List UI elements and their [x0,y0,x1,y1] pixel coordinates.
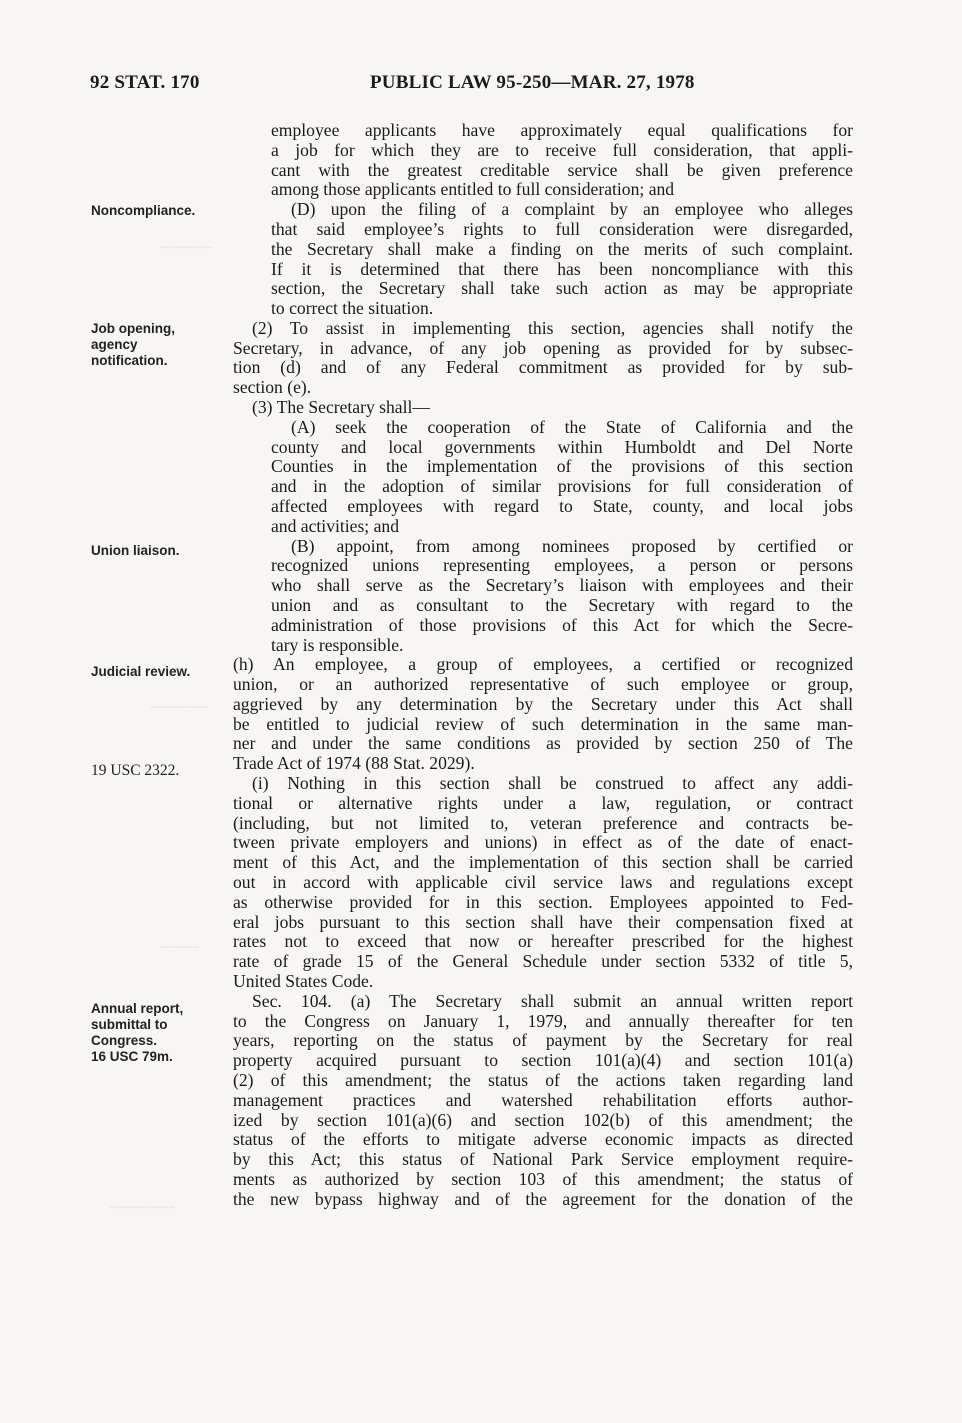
body-text-line: tary is responsible. [271,634,404,655]
margin-note-noncompliance: Noncompliance. [91,203,196,218]
body-text-line: rates not to exceed that now or hereafter prescribed for the highest [233,931,853,952]
body-text-line: union and as consultant to the Secretary with regard to the [271,594,853,615]
bleed-through-mark: ~~~~~~ [160,940,199,954]
body-text-line: administration of those provisions of this Act for which the Secre- [271,614,853,635]
body-text-line: cant with the greatest creditable service shall be given preference [271,159,853,180]
bleed-through-mark: ~~~~~~~~ [160,240,212,254]
body-text-line: that said employee’s rights to full consideration were disregarded, [271,218,853,239]
body-text-line: property acquired pursuant to section 101(a)(4) and section 101(a) [233,1050,853,1071]
body-text-line: years, reporting on the status of payment by the Secretary for real [233,1030,853,1051]
body-text-line: a job for which they are to receive full consideration, that appli- [271,139,853,160]
body-text-line: management practices and watershed rehabilitation efforts author- [233,1089,853,1110]
margin-note-line: Job opening, [91,321,175,336]
margin-note-line: Annual report, [91,1001,184,1016]
margin-note-judicial-review: Judicial review. [91,664,191,679]
margin-note-line: notification. [91,353,168,368]
body-text-line: (D) upon the filing of a complaint by an employee who alleges [291,199,853,220]
body-text-line: eral jobs pursuant to this section shall have their compensation fixed at [233,911,853,932]
body-text-line: out in accord with applicable civil service laws and regulations except [233,872,853,893]
margin-note-line: agency [91,337,138,352]
body-text-line: be entitled to judicial review of such determination in the same man- [233,713,853,734]
body-text-line: recognized unions representing employees, a person or persons [271,555,853,576]
body-text-line: If it is determined that there has been noncompliance with this [271,258,853,279]
body-text-line: affected employees with regard to State, county, and local jobs [271,496,853,516]
bleed-through-mark: ~~~~~~~~~~ [110,1200,175,1214]
body-text-line: Trade Act of 1974 (88 Stat. 2029). [233,753,475,774]
margin-note-usc-citation: 19 USC 2322. [91,762,180,779]
body-text-line: (2) To assist in implementing this section, agencies shall notify the [252,317,853,338]
body-text-line: tween private employers and unions) in effect as of the date of enact- [233,832,853,853]
body-text-line: tional or alternative rights under a law, regulation, or contract [233,792,853,813]
body-text-line: ized by section 101(a)(6) and section 102(b) of this amendment; the [233,1109,853,1130]
body-text-line: (2) of this amendment; the status of the actions taken regarding land [233,1069,853,1090]
body-text-line: who shall serve as the Secretary’s liaison with employees and their [271,575,853,596]
margin-note-line: 16 USC 79m. [91,1049,173,1064]
page-number-header: 92 STAT. 170 [90,72,200,93]
body-text-line: ner and under the same conditions as provided by section 250 of The [233,733,853,754]
margin-note-job-opening [91,321,226,369]
body-text-line: among those applicants entitled to full consideration; and [271,179,675,200]
body-text-line: section, the Secretary shall take such action as may be appropriate [271,278,853,299]
margin-note-line: Congress. [91,1033,158,1048]
body-text-line: (h) An employee, a group of employees, a certified or recognized [233,654,853,675]
body-text-line: (B) appoint, from among nominees proposed by certified or [291,535,853,556]
body-text-line: and in the adoption of similar provisions for full consideration of [271,476,853,497]
body-text-line: aggrieved by any determination by the Secretary under this Act shall [233,693,853,714]
margin-note-annual-report [91,1001,226,1065]
body-text-line: Secretary, in advance, of any job opening as provided for by subsec- [233,337,853,358]
bleed-through-mark: ~~~~~~~~~ [150,700,209,714]
body-text-line: status of the efforts to mitigate adverse economic impacts as directed [233,1129,853,1150]
body-text-line: (including, but not limited to, veteran preference and contracts be- [233,812,853,833]
body-text-line: to correct the situation. [271,298,434,319]
body-text-line: employee applicants have approximately equal qualifications for [271,120,853,140]
body-text-line: section (e). [233,377,312,398]
body-text-line: by this Act; this status of National Park Service employment require- [233,1149,853,1170]
body-text-line: ments as authorized by section 103 of this amendment; the status of [233,1168,853,1189]
body-text-line: and activities; and [271,515,400,536]
running-title-header: PUBLIC LAW 95-250—MAR. 27, 1978 [370,72,695,93]
margin-note-union-liaison: Union liaison. [91,543,180,558]
body-text-line: Counties in the implementation of the provisions of this section [271,456,853,477]
body-text-line: county and local governments within Humboldt and Del Norte [271,436,853,457]
body-text-line: ment of this Act, and the implementation of this section shall be carried [233,852,853,873]
body-text-line: the new bypass highway and of the agreement for the donation of the [233,1188,853,1209]
margin-note-line: submittal to [91,1017,168,1032]
body-text-line: (3) The Secretary shall— [252,397,430,418]
body-text-line: to the Congress on January 1, 1979, and annually thereafter for ten [233,1010,853,1031]
body-text-line: as otherwise provided for in this section. Employees appointed to Fed- [233,891,853,912]
body-text-line: the Secretary shall make a finding on the merits of such complaint. [271,238,853,259]
body-text-line: tion (d) and of any Federal commitment as provided for by sub- [233,357,853,378]
body-text-line: union, or an authorized representative of such employee or group, [233,674,853,695]
body-text-line: Sec. 104. (a) The Secretary shall submit an annual written report [252,990,853,1011]
body-text-line: (A) seek the cooperation of the State of California and the [291,416,853,437]
body-text-line: rate of grade 15 of the General Schedule under section 5332 of title 5, [233,951,853,972]
body-text-line: United States Code. [233,970,374,991]
body-text-line: (i) Nothing in this section shall be construed to affect any addi- [252,773,853,794]
